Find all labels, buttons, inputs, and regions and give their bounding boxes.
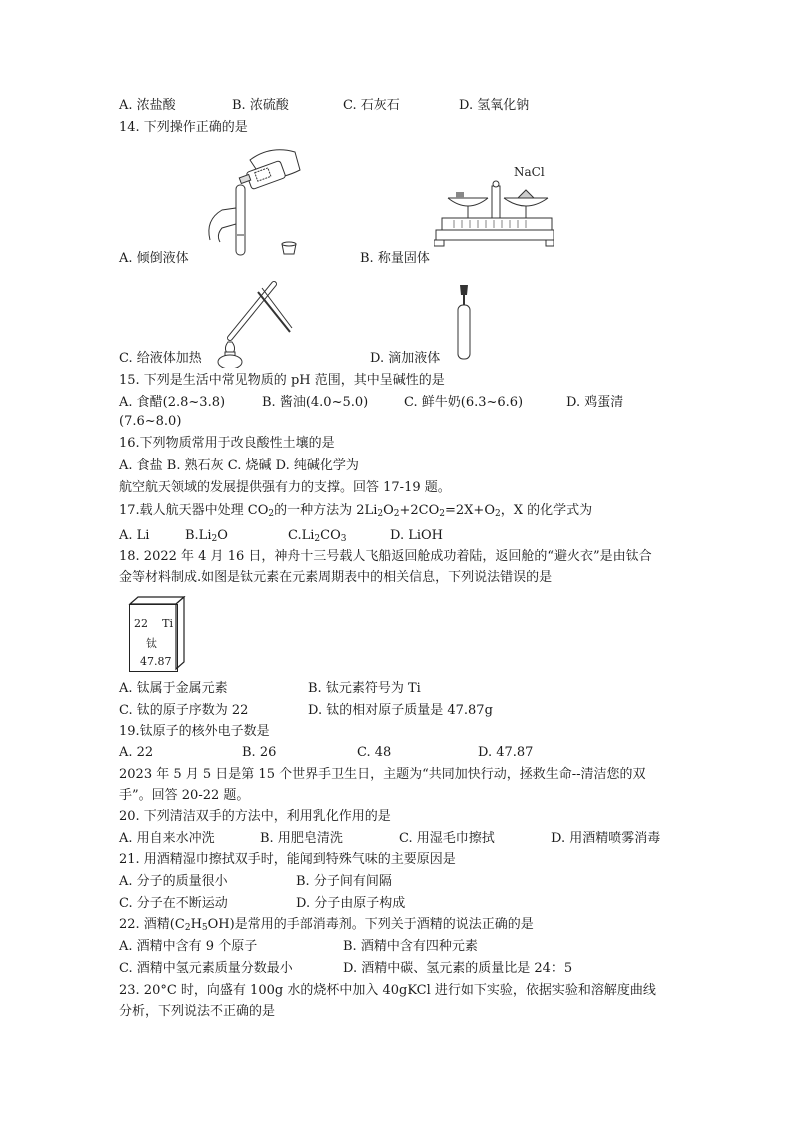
- atomic-mass: 47.87: [140, 655, 172, 668]
- q14-stem: 14. 下列操作正确的是: [119, 120, 248, 135]
- balance-figure: [434, 160, 554, 250]
- context-17-19: 航空航天领域的发展提供强有力的支撑。回答 17-19 题。: [119, 480, 451, 495]
- q21-option-d: D. 分子由原子构成: [296, 896, 406, 911]
- q13-option-b: B. 浓硫酸: [232, 98, 289, 113]
- q17-option-a: A. Li: [119, 528, 150, 543]
- q19-option-b: B. 26: [242, 745, 277, 760]
- q20-stem: 20. 下列清洁双手的方法中，利用乳化作用的是: [119, 809, 391, 824]
- q22-stem: 22. 酒精$(C_2H_5OH)$是常用的手部消毒剂。下列关于酒精的说法正确的是: [119, 917, 534, 933]
- q13-option-c: C. 石灰石: [343, 98, 400, 113]
- heating-liquid-figure: [212, 278, 302, 368]
- atomic-number: 22: [134, 617, 148, 630]
- q14-option-d: D. 滴加液体: [370, 351, 441, 366]
- q16-options: A. 食盐 B. 熟石灰 C. 烧碱 D. 纯碱化学为: [119, 458, 359, 473]
- q13-option-d: D. 氢氧化钠: [459, 98, 530, 113]
- q15-stem: 15. 下列是生活中常见物质的 pH 范围，其中呈碱性的是: [119, 373, 445, 388]
- element-name: 钛: [146, 637, 157, 650]
- q21-option-b: B. 分子间有间隔: [296, 874, 392, 889]
- dropping-liquid-figure: [450, 285, 480, 363]
- q20-option-d: D. 用酒精喷雾消毒: [551, 831, 661, 846]
- q19-option-d: D. 47.87: [478, 745, 534, 760]
- q21-option-c: C. 分子在不断运动: [119, 896, 228, 911]
- q19-option-a: A. 22: [119, 745, 154, 760]
- q17-option-c: $C.Li_2CO_3$: [288, 528, 347, 544]
- q14-option-c: C. 给液体加热: [119, 351, 202, 366]
- q18-option-d: D. 钛的相对原子质量是 47.87g: [308, 703, 493, 718]
- q20-option-a: A. 用自来水冲洗: [119, 831, 215, 846]
- q21-option-a: A. 分子的质量很小: [119, 874, 228, 889]
- q22-option-d: D. 酒精中碳、氢元素的质量比是 24：5: [343, 961, 573, 976]
- q17-option-d: D. LiOH: [390, 528, 444, 543]
- q20-option-b: B. 用肥皂清洗: [260, 831, 343, 846]
- q21-stem: 21. 用酒精湿巾擦拭双手时，能闻到特殊气味的主要原因是: [119, 852, 456, 867]
- q19-option-c: C. 48: [357, 745, 392, 760]
- q23-stem-line2: 分析，下列说法不正确的是: [119, 1004, 276, 1019]
- q15-option-c: C. 鲜牛奶(6.3~6.6): [404, 395, 524, 410]
- q22-option-c: C. 酒精中氢元素质量分数最小: [119, 961, 293, 976]
- q20-option-c: C. 用湿毛巾擦拭: [399, 831, 495, 846]
- q17-option-b: $B.Li_2O$: [185, 528, 228, 544]
- q22-option-a: A. 酒精中含有 9 个原子: [119, 939, 258, 954]
- q18-option-b: B. 钛元素符号为 Ti: [308, 681, 421, 696]
- context-20-22-line1: 2023 年 5 月 5 日是第 15 个世界手卫生日，主题为“共同加快行动，拯救生命--清洁您的双: [119, 767, 646, 782]
- q13-option-a: A. 浓盐酸: [119, 98, 176, 113]
- q18-stem-line2: 金等材料制成.如图是钛元素在元素周期表中的相关信息，下列说法错误的是: [119, 570, 553, 585]
- pouring-liquid-figure: [200, 140, 310, 260]
- q15-option-a: A. 食醋(2.8~3.8): [119, 395, 226, 410]
- titanium-element-tile: [129, 604, 178, 672]
- q15-option-d: D. 鸡蛋清: [566, 395, 624, 410]
- q14-option-b: B. 称量固体: [360, 251, 430, 266]
- q18-option-a: A. 钛属于金属元素: [119, 681, 228, 696]
- q19-stem: 19.钛原子的核外电子数是: [119, 724, 270, 739]
- q15-option-b: B. 酱油(4.0~5.0): [262, 395, 369, 410]
- q18-option-c: C. 钛的原子序数为 22: [119, 703, 249, 718]
- nacl-label: NaCl: [514, 165, 545, 179]
- q22-option-b: B. 酒精中含有四种元素: [343, 939, 478, 954]
- q17-stem: 17.载人航天器中处理 $CO_2$的一种方法为 $2Li_2O_2+2CO_2=2X+O_2$，X 的化学式为: [119, 503, 593, 519]
- context-20-22-line2: 手”。回答 20-22 题。: [119, 788, 250, 803]
- q23-stem-line1: 23. 20°C 时，向盛有 100g 水的烧杯中加入 40gKCl 进行如下实验，依据实验和溶解度曲线: [119, 983, 656, 998]
- q16-stem: 16.下列物质常用于改良酸性土壤的是: [119, 436, 335, 451]
- q14-option-a: A. 倾倒液体: [119, 251, 189, 266]
- q18-stem-line1: 18. 2022 年 4 月 16 日，神舟十三号载人飞船返回舱成功着陆，返回舱的“避火衣”是由钛合: [119, 549, 652, 564]
- q15-option-d-range: (7.6~8.0): [119, 414, 182, 429]
- element-symbol: Ti: [162, 617, 173, 630]
